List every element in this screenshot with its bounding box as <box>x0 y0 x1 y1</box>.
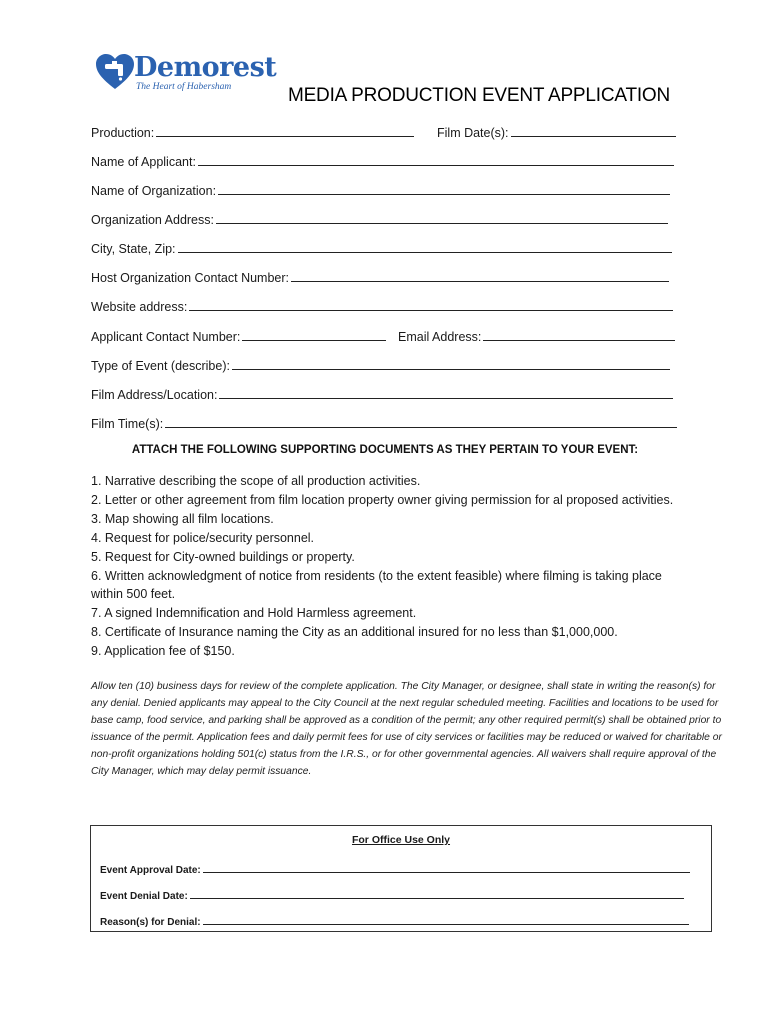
applicant-name-line[interactable] <box>198 153 674 166</box>
applicant-contact-field[interactable] <box>91 328 386 344</box>
requirements-list <box>91 472 691 661</box>
list-item: 1. Narrative describing the scope of all production activities. <box>91 474 421 488</box>
denial-date-label: Event Denial Date: <box>100 891 188 902</box>
city-state-zip-line[interactable] <box>178 240 672 253</box>
applicant-contact-label: Applicant Contact Number: <box>91 330 241 344</box>
denial-reasons-line[interactable] <box>203 914 689 925</box>
film-location-field[interactable] <box>91 386 673 402</box>
website-label: Website address: <box>91 300 188 314</box>
production-label: Production: <box>91 126 155 140</box>
list-item: 2. Letter or other agreement from film location property owner giving permission for al proposed activities. <box>91 492 674 507</box>
organization-name-field[interactable] <box>91 182 670 198</box>
organization-address-label: Organization Address: <box>91 213 214 227</box>
film-times-field[interactable] <box>91 415 677 431</box>
production-line[interactable] <box>156 124 414 137</box>
event-type-label: Type of Event (describe): <box>91 359 230 373</box>
approval-date-field[interactable] <box>100 862 690 876</box>
list-item: 8. Certificate of Insurance naming the City as an additional insured for no less than $1,000,000. <box>91 625 618 640</box>
film-times-line[interactable] <box>165 415 677 428</box>
list-item: 5. Request for City-owned buildings or property. <box>91 549 355 564</box>
organization-name-line[interactable] <box>218 182 670 195</box>
office-use-title: For Office Use Only <box>351 834 451 846</box>
denial-date-field[interactable] <box>100 888 684 902</box>
host-contact-line[interactable] <box>291 269 669 282</box>
denial-reasons-label: Reason(s) for Denial: <box>100 917 201 928</box>
organization-address-field[interactable] <box>91 211 668 227</box>
list-item: 9. Application fee of $150. <box>91 644 235 659</box>
host-contact-field[interactable] <box>91 269 669 285</box>
attach-heading: ATTACH THE FOLLOWING SUPPORTING DOCUMENTS AS THEY PERTAIN TO YOUR EVENT: <box>131 444 639 456</box>
film-dates-field[interactable] <box>437 124 676 140</box>
logo-brand-text: Demorest <box>134 52 277 83</box>
email-field[interactable] <box>398 328 675 344</box>
email-line[interactable] <box>483 328 675 341</box>
office-use-box <box>90 825 712 932</box>
applicant-name-label: Name of Applicant: <box>91 155 196 169</box>
film-dates-label: Film Date(s): <box>437 126 509 140</box>
list-item: 4. Request for police/security personnel. <box>91 530 315 545</box>
city-state-zip-field[interactable] <box>91 240 672 256</box>
production-field[interactable] <box>91 124 414 140</box>
film-dates-line[interactable] <box>511 124 676 137</box>
review-policy-note: Allow ten (10) business days for review of the complete application. The City Manager, or designee, shall state in writing the reason(s) for any denial. Denied applicants may appeal to the City Council at the next regular scheduled meeting. Facilities and locations to be used for base camp, food service, and parking shall be approved as a condition of the permit; any other required permit(s) shall be obtained prior to issuance of the permit. Application fees and daily permit fees for use of city services or facilities may be reduced or waived for charitable or non-profit organizations holding 501(c) status from the I.R.S., or for other governmental agencies. All waivers shall require approval of the City Manager, which may delay permit issuance. <box>91 681 722 778</box>
organization-name-label: Name of Organization: <box>91 184 217 198</box>
denial-date-line[interactable] <box>190 888 684 899</box>
approval-date-line[interactable] <box>203 862 690 873</box>
list-item: 3. Map showing all film locations. <box>91 511 274 526</box>
event-type-field[interactable] <box>91 357 670 373</box>
film-location-line[interactable] <box>219 386 673 399</box>
event-type-line[interactable] <box>232 357 670 370</box>
website-field[interactable] <box>91 298 673 314</box>
document-title: MEDIA PRODUCTION EVENT APPLICATION <box>287 85 671 106</box>
website-line[interactable] <box>189 298 673 311</box>
denial-reasons-field[interactable] <box>100 914 689 928</box>
city-state-zip-label: City, State, Zip: <box>91 242 176 256</box>
list-item: 7. A signed Indemnification and Hold Harmless agreement. <box>91 606 417 621</box>
applicant-contact-line[interactable] <box>242 328 386 341</box>
logo-tagline: The Heart of Habersham <box>136 82 232 92</box>
film-times-label: Film Time(s): <box>91 417 164 431</box>
host-contact-label: Host Organization Contact Number: <box>91 271 290 285</box>
approval-date-label: Event Approval Date: <box>100 865 201 876</box>
organization-address-line[interactable] <box>216 211 668 224</box>
film-location-label: Film Address/Location: <box>91 388 218 402</box>
applicant-name-field[interactable] <box>91 153 674 169</box>
email-label: Email Address: <box>398 330 482 344</box>
list-item: 6. Written acknowledgment of notice from residents (to the extent feasible) where filming is taking place within 500 feet. <box>91 568 662 602</box>
